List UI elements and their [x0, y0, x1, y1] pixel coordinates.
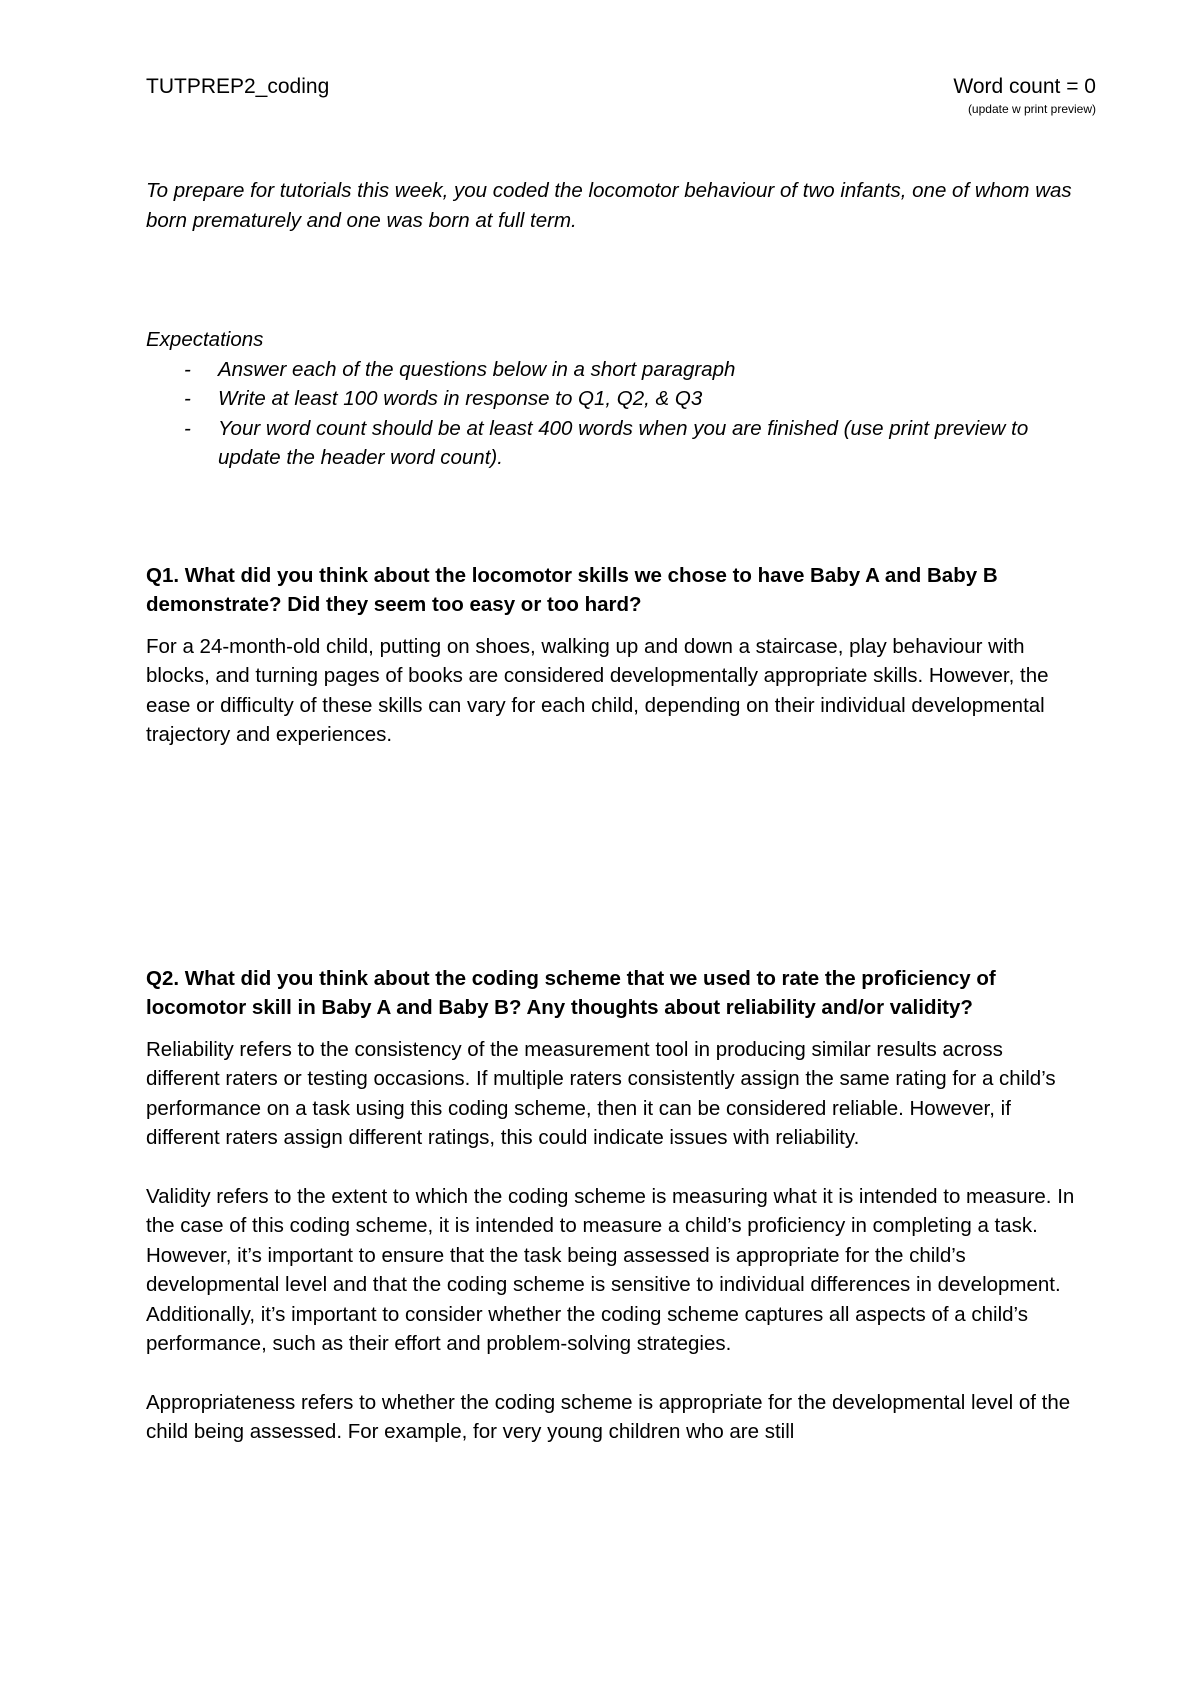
expectation-text: Your word count should be at least 400 words when you are finished (use print preview to update the header word count).	[218, 416, 1029, 469]
expectation-item	[146, 414, 1076, 473]
intro-paragraph: To prepare for tutorials this week, you coded the locomotor behaviour of two infants, one of whom was born prematurely and one was born at full term.	[146, 179, 1072, 232]
question-2-section	[146, 964, 1076, 1447]
question-2-answer-reliability: Reliability refers to the consistency of the measurement tool in producing similar results across different raters or testing occasions. If multiple raters consistently assign the same rating for a child’s performance on a task using this coding scheme, then it can be considered reliable. However, if different raters assign different ratings, this could indicate issues with reliability.	[146, 1037, 1056, 1149]
question-1-heading: Q1. What did you think about the locomotor skills we chose to have Baby A and Baby B demonstrate? Did they seem too easy or too hard?	[146, 563, 998, 616]
expectation-text: Write at least 100 words in response to Q1, Q2, & Q3	[218, 387, 703, 410]
question-1-answer: For a 24-month-old child, putting on shoes, walking up and down a staircase, play behaviour with blocks, and turning pages of books are considered developmentally appropriate skills. However, the ease or difficulty of these skills can vary for each child, depending on their individual developmental trajectory and experiences.	[146, 634, 1049, 746]
word-count-note: (update w print preview)	[967, 102, 1096, 116]
dash-bullet: -	[184, 357, 191, 381]
question-2-answer-appropriateness: Appropriateness refers to whether the coding scheme is appropriate for the developmental level of the child being assessed. For example, for very young children who are still	[146, 1390, 1071, 1443]
dash-bullet: -	[184, 387, 191, 410]
expectation-item	[146, 355, 1076, 385]
question-2-answer-validity: Validity refers to the extent to which the coding scheme is measuring what it is intended to measure. In the case of this coding scheme, it is intended to measure a child’s proficiency in completing a task. However, it’s important to ensure that the task being assessed is appropriate for the child’s developmental level and that the coding scheme is sensitive to individual differences in development. Additionally, it’s important to consider whether the coding scheme captures all aspects of a child’s performance, such as their effort and problem-solving strategies.	[146, 1184, 1075, 1355]
dash-bullet: -	[184, 416, 191, 440]
expectation-text: Answer each of the questions below in a short paragraph	[218, 357, 736, 381]
question-1-section	[146, 561, 1076, 750]
expectation-item	[146, 384, 1076, 414]
document-body	[146, 176, 1076, 1447]
word-count-block	[953, 73, 1096, 117]
expectations-heading: Expectations	[146, 328, 264, 351]
expectations-list	[146, 355, 1076, 473]
expectations-section	[146, 325, 1076, 473]
word-count: Word count = 0	[953, 75, 1096, 98]
question-2-heading: Q2. What did you think about the coding scheme that we used to rate the proficiency of locomotor skill in Baby A and Baby B? Any thoughts about reliability and/or validity?	[146, 966, 996, 1019]
document-title: TUTPREP2_coding	[146, 75, 330, 98]
